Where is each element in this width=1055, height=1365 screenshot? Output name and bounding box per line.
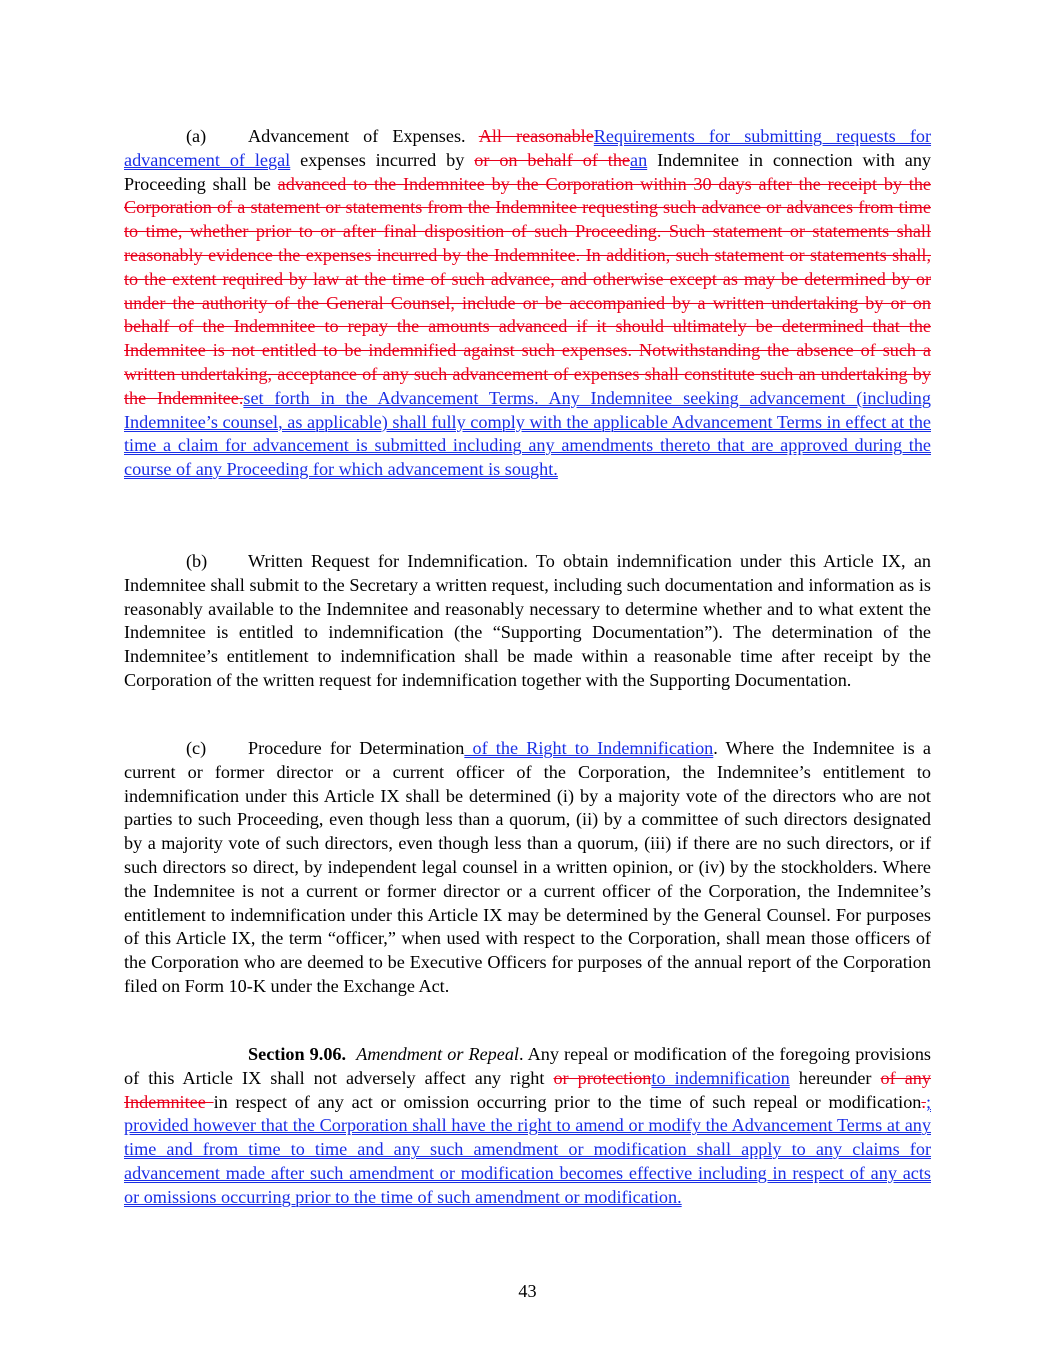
- text-run: in respect of any act or omission occurring prior to the time of such repeal or modification: [213, 1091, 922, 1112]
- text-run: expenses incurred by: [290, 149, 475, 170]
- deleted-text: advanced to the Indemnitee by the Corporation within 30 days after the receipt by the Corporation of a statement or statements from the Indemnitee requesting such advance or advances from time to time, whether prior to or after final disposition of such Proceeding. Such statement or statements shall reasonably evidence the expenses incurred by the Indemnitee. In addition, such statement or statements shall, to the extent required by law at the time of such advance, and otherwise except as may be determined by or under the authority of the General Counsel, include or be accompanied by a written undertaking by or on behalf of the Indemnitee to repay the amounts advanced if it should ultimately be determined that the Indemnitee is not entitled to be indemnified against such expenses. Notwithstanding the absence of such a written undertaking, acceptance of any such advancement of expenses shall constitute such an undertaking by the Indemnitee.: [124, 173, 931, 408]
- text-run: . Where the Indemnitee is a current or former director or a current officer of the Corporation, the Indemnitee’s entitlement to indemnification under this Article IX shall be determined (i) by a majority vote of the directors who are not parties to such Proceeding, even though less than a quorum, (ii) by a committee of such directors designated by a majority vote of such directors, even though less than a quorum, (iii) if there are no such directors, or if such directors so direct, by independent legal counsel in a written opinion, or (iv) by the stockholders. Where the Indemnitee is not a current or former director or a current officer of the Corporation, the Indemnitee’s entitlement to indemnification under this Article IX may be determined by the General Counsel. For purposes of this Article IX, the term “officer,” when used with respect to the Corporation, shall mean those officers of the Corporation who are deemed to be Executive Officers for purposes of the annual report of the Corporation filed on Form 10-K under the Exchange Act.: [124, 738, 932, 996]
- text-run: Procedure for Determination: [248, 738, 465, 758]
- paragraph-c-label: (c): [186, 738, 207, 758]
- section-number: Section 9.06.: [248, 1044, 347, 1064]
- text-run: hereunder: [789, 1067, 881, 1088]
- inserted-text: of the Right to Indemnification: [464, 738, 714, 758]
- text-run: [466, 126, 479, 146]
- deleted-text: or on behalf of the: [474, 149, 631, 170]
- paragraph-b-written-request: [124, 550, 931, 693]
- deleted-text: or protection: [553, 1067, 652, 1088]
- inserted-text: set forth in the Advancement Terms. Any Indemnitee seeking advancement (including Indemnitee’s counsel, as applicable) shall fully comply with the applicable Advancement Terms in effect at the time a claim for advancement is submitted including any amendments thereto that are approved during the course of any Proceeding for which advancement is sought.: [124, 387, 931, 480]
- paragraph-a-advancement-of-expenses: [124, 125, 931, 482]
- paragraph-a-heading: Advancement of Expenses.: [248, 126, 466, 146]
- deleted-text: All reasonable: [478, 126, 594, 146]
- paragraph-a-label: (a): [186, 126, 207, 146]
- paragraph-c-procedure-for-determination: [124, 737, 931, 999]
- paragraph-b-label: (b): [186, 551, 208, 571]
- text-run: . Any repeal or modification of the foregoing provisions of this Article IX shall not adversely affect any right: [124, 1044, 931, 1088]
- section-title: Amendment or Repeal: [356, 1044, 519, 1064]
- deleted-text: of any Indemnitee: [124, 1067, 931, 1112]
- section-9-06-amendment-or-repeal: [124, 1043, 931, 1210]
- inserted-text: ; provided however that the Corporation shall have the right to amend or modify the Advancement Terms at any time and from time to time and any such amendment or modification shall apply to any claims for advancement made after such amendment or modification becomes effective including in respect of any acts or omissions occurring prior to the time of such amendment or modification.: [124, 1091, 931, 1207]
- inserted-text: Requirements for submitting requests for advancement of legal: [124, 126, 932, 170]
- page-number: 43: [518, 1281, 537, 1301]
- deleted-text: .: [921, 1091, 926, 1112]
- inserted-text: an: [630, 149, 648, 170]
- paragraph-b-text: Written Request for Indemnification. To obtain indemnification under this Article IX, an Indemnitee shall submit to the Secretary a written request, including such documentation and information as is reasonably available to the Indemnitee and reasonably necessary to determine whether and to what extent the Indemnitee is entitled to indemnification (the “Supporting Documentation”). The determination of the Indemnitee’s entitlement to indemnification shall be made within a reasonable time after receipt by the Corporation of the written request for indemnification together with the Supporting Documentation.: [124, 551, 931, 690]
- text-run: Indemnitee in connection with any Proceeding shall be: [124, 149, 932, 194]
- inserted-text: to indemnification: [651, 1067, 790, 1088]
